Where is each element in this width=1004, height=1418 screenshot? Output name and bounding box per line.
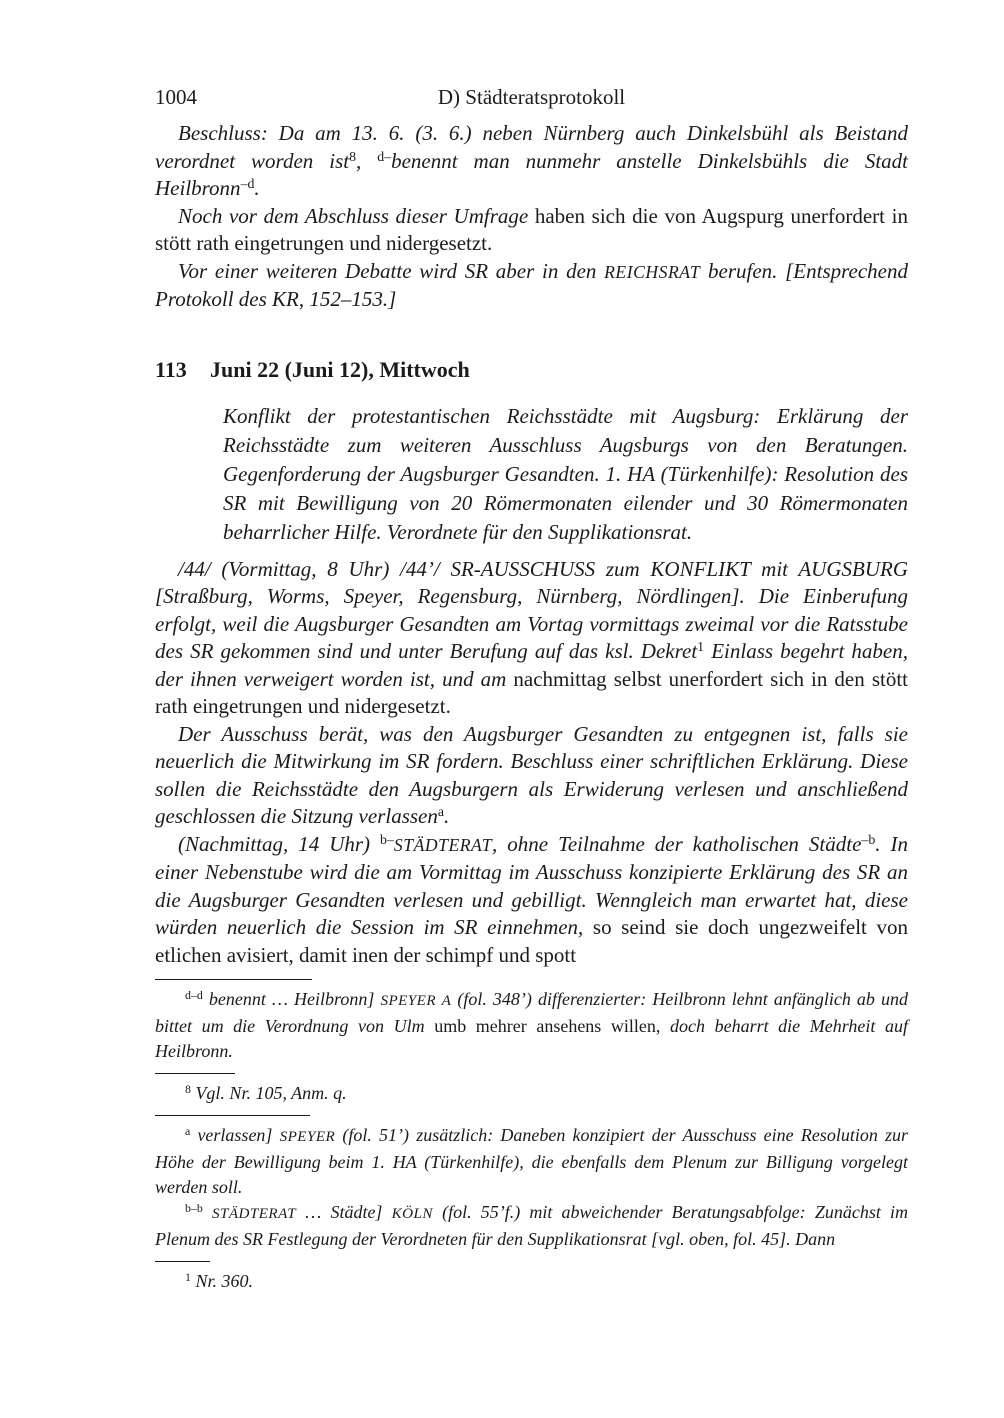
text-run: Beschluss: Da am 13. 6. (3. 6.) neben Nürnberg auch Dinkelsbühl als Beistand verordnet worden ist (155, 121, 908, 173)
entry-heading (155, 356, 908, 384)
text-run: KÖLN (391, 1206, 433, 1222)
page-header (155, 84, 908, 110)
footnote-marker: 1 (185, 1270, 191, 1285)
text-run: so seind sie doch ungezweifelt von etlichen avisiert, damit inen der schimpf und spott (155, 915, 908, 967)
entry-number: 113 (155, 356, 187, 382)
text-run: REICHSRAT (604, 261, 701, 282)
paragraph (155, 120, 908, 203)
text-run: Vgl. Nr. 105, Anm. q. (190, 1083, 347, 1103)
body-block (155, 556, 908, 970)
footnote-separator-rule (155, 1261, 210, 1262)
paragraph (155, 258, 908, 314)
footnote-separator-rule (155, 979, 312, 980)
footnote-separator-rule (155, 1073, 235, 1074)
entry-summary: Konflikt der protestantischen Reichsstädte mit Augsburg: Erklärung der Reichsstädte zum weiteren Ausschluss Augsburgs von den Beratungen. Gegenforderung der Augsburger Gesandten. 1. HA (Türkenhilfe): Resolution des SR mit Bewilligung von 20 Römermonaten eilender und 30 Römermonaten beharrlicher Hilfe. Verordnete für den Supplikationsrat. (223, 403, 908, 544)
text-run: benennt … Heilbronn] (202, 989, 381, 1009)
paragraph (155, 831, 908, 970)
footnote-marker: –b (861, 831, 876, 847)
text-run: SPEYER (279, 1129, 336, 1145)
entry-title: Juni 22 (Juni 12), Mittwoch (210, 356, 470, 382)
paragraph (155, 203, 908, 258)
text-run: SPEYER A (380, 993, 452, 1009)
text-run: berufen. [Entsprechend Protokoll des KR, 152–153.] (155, 258, 908, 311)
footnote-marker: 8 (349, 148, 357, 164)
text-run: STÄDTERAT (211, 1206, 297, 1222)
paragraph (155, 721, 908, 831)
text-run: (Nachmittag, 14 Uhr) (178, 831, 381, 856)
footnote (155, 1123, 908, 1200)
footnote (155, 1081, 908, 1106)
text-run: Nr. 360. (190, 1271, 253, 1291)
text-run: doch beharrt die Mehrheit auf Heilbronn. (155, 1016, 908, 1061)
text-run: STÄDTERAT (393, 834, 493, 855)
text-run: Einlass begehrt haben, der ihnen verweigert worden ist, und am (155, 639, 909, 691)
footnote-marker: 1 (697, 639, 705, 655)
text-run: . In einer Nebenstube wird die am Vormittag im Ausschuss konzipierte Erklärung des SR an die Augsburger Gesandten verlesen und gebilligt. Wenngleich man erwartet hat, diese würden neuerlich die Session im SR einnehmen, (155, 831, 908, 939)
text-run: , (356, 148, 378, 173)
text-run: benennt man nunmehr anstelle Dinkelsbühls die Stadt Heilbronn (155, 148, 908, 200)
footnote (155, 987, 908, 1064)
text-run: verlassen] (190, 1125, 280, 1145)
text-run: (fol. 51’) zusätzlich: Daneben konzipiert der Ausschuss eine Resolution zur Höhe der Bewilligung beim 1. HA (Türkenhilfe), die ebenfalls dem Plenum zur Billigung vorgelegt werden soll. (155, 1125, 908, 1197)
intro-block (155, 120, 908, 314)
text-run: umb mehrer ansehens willen, (434, 1016, 661, 1036)
text-run: (fol. 55’f.) mit abweichender Beratungsabfolge: Zunächst im Plenum des SR Festlegung der Verordneten für den Supplikationsrat [vgl. oben, fol. 45]. Dann (155, 1202, 908, 1249)
page-number: 1004 (155, 85, 197, 109)
paragraph (155, 556, 908, 721)
text-run: . (254, 176, 260, 200)
text-run: Der Ausschuss berät, was den Augsburger Gesandten zu entgegnen ist, falls sie neuerlich die Mitwirkung im SR fordern. Beschluss einer schriftlichen Erklärung. Diese sollen die Reichsstädte den Augsburgern als Erwiderung verlesen und anschließend geschlossen die Sitzung verlassen (155, 721, 908, 828)
text-run: haben sich die von Augspurg unerfordert in stött rath eingetrungen und nidergesetzt. (155, 203, 908, 255)
text-run: , ohne Teilnahme der katholischen Städte (492, 831, 862, 856)
text-run: Vor einer weiteren Debatte wird SR aber in den (178, 258, 605, 283)
footnote-marker: b– (380, 831, 394, 847)
footnotes-apparatus (155, 979, 908, 1294)
footnote-marker: 8 (185, 1082, 191, 1097)
running-title: D) Städteratsprotokoll (437, 85, 626, 109)
footnote (155, 1200, 908, 1252)
footnote (155, 1269, 908, 1294)
footnote-marker: a (185, 1124, 191, 1139)
footnote-marker: a (437, 804, 445, 820)
text-run: … Städte] (296, 1202, 392, 1222)
footnote-marker: d–d (185, 988, 203, 1003)
footnote-marker: –d (240, 176, 255, 192)
text-run (203, 1202, 212, 1222)
text-run: . (444, 804, 450, 828)
text-run: /44/ (Vormittag, 8 Uhr) /44’/ SR-AUSSCHUSS zum KONFLIKT mit AUGSBURG [Straßburg, Worms, Speyer, Regensburg, Nürnberg, Nördlingen]. Die Einberufung erfolgt, weil die Augsburger Gesandten am Vortag vormittags zweimal vor die Ratsstube des SR gekommen sind und unter Berufung auf das ksl. Dekret (155, 556, 908, 663)
footnote-separator-rule (155, 1115, 310, 1116)
text-run: (fol. 348’) differenzierter: Heilbronn lehnt anfänglich ab und bittet um die Verordnung von Ulm (155, 989, 908, 1036)
footnote-marker: d– (377, 148, 392, 164)
footnote-marker: b–b (185, 1201, 203, 1216)
text-run: Noch vor dem Abschluss dieser Umfrage (178, 203, 529, 228)
text-run: nachmittag selbst unerfordert sich in den stött rath eingetrungen und nidergesetzt. (155, 666, 908, 718)
